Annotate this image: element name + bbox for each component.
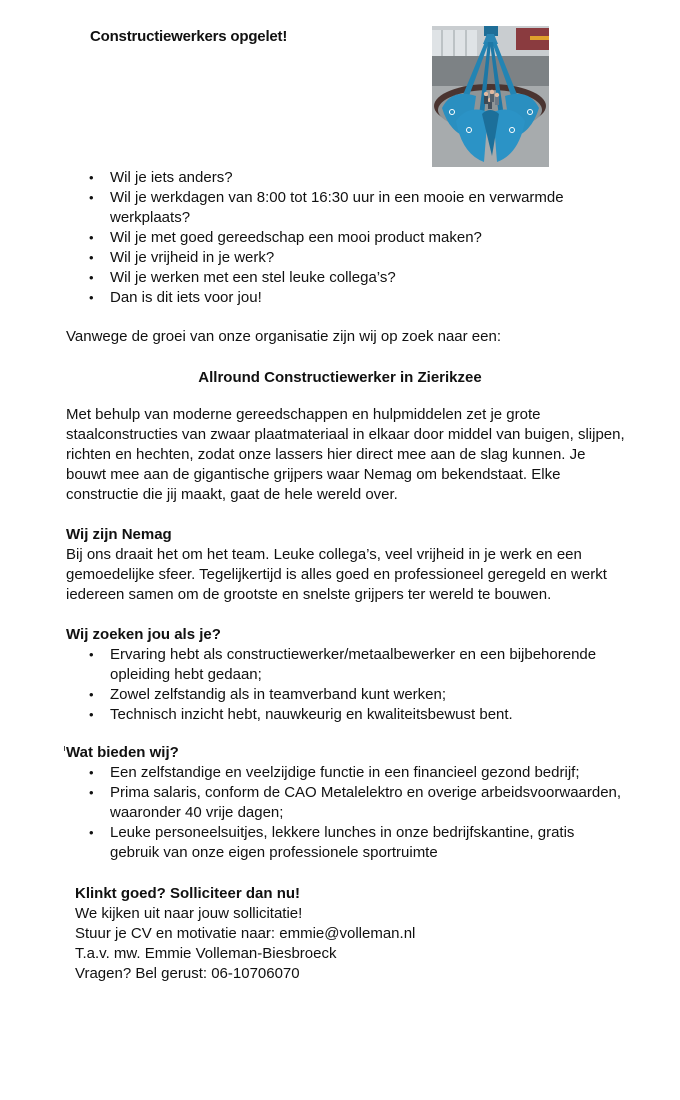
list-item-text: Wil je werkdagen van 8:00 tot 16:30 uur in een mooie en verwarmde werkplaats? — [110, 189, 564, 226]
job-title-heading: Allround Constructiewerker in Zierikzee — [198, 369, 482, 386]
email-address[interactable]: emmie@volleman.nl — [279, 925, 416, 942]
bullet-icon: • — [89, 765, 94, 780]
list-item — [66, 288, 606, 308]
list-item-text: Ervaring hebt als constructiewerker/metaalbewerker en een bijbehorende opleiding hebt gedaan; — [110, 646, 597, 683]
list-item — [66, 248, 606, 268]
bullet-icon: • — [89, 170, 94, 185]
list-item-text: Dan is dit iets voor jou! — [110, 289, 262, 306]
email-label: Stuur je CV en motivatie naar: — [75, 925, 280, 942]
bullet-icon: • — [89, 230, 94, 245]
list-item — [66, 268, 606, 288]
list-item-text: Prima salaris, conform de CAO Metalelektro en overige arbeidsvoorwaarden, waaronder 40 vrije dagen; — [110, 784, 622, 821]
list-item — [66, 188, 606, 228]
about-heading: Wij zijn Nemag — [66, 526, 172, 543]
list-item — [66, 705, 626, 725]
contact-heading: Klinkt goed? Solliciteer dan nu! — [75, 885, 301, 902]
phone-label: Vragen? Bel gerust: — [75, 965, 212, 982]
list-item — [66, 783, 626, 823]
tick-mark — [64, 746, 65, 751]
list-item-text: Leuke personeelsuitjes, lekkere lunches in onze bedrijfskantine, gratis gebruik van onze eigen professionele sportruimte — [110, 824, 575, 861]
bullet-icon: • — [89, 707, 94, 722]
list-item-text: Een zelfstandige en veelzijdige functie in een financieel gezond bedrijf; — [110, 764, 580, 781]
contact-block — [75, 884, 495, 984]
requirements-list — [66, 645, 626, 725]
list-item — [66, 685, 626, 705]
phone-number[interactable]: 06-10706070 — [211, 965, 300, 982]
list-item-text: Wil je vrijheid in je werk? — [110, 249, 275, 266]
about-paragraph: Bij ons draait het om het team. Leuke collega’s, veel vrijheid in je werk en een gemoedelijke sfeer. Tegelijkertijd is alles goed en professioneel geregeld en werkt iedereen samen om de grootste en snelste grijpers ter wereld te bouwen. — [66, 546, 607, 603]
job-description-paragraph: Met behulp van moderne gereedschappen en hulpmiddelen zet je grote staalconstructies van zwaar plaatmateriaal in elkaar door middel van buigen, slijpen, richten en hechten, zodat onze lassers hier direct mee aan de slag kunnen. Je bouwt mee aan de gigantische grijpers waar Nemag om bekendstaat. Elke constructie die jij maakt, gaat de hele wereld over. — [66, 406, 625, 503]
contact-email-line — [75, 924, 495, 944]
bullet-icon: • — [89, 687, 94, 702]
list-item — [66, 645, 626, 685]
requirements-heading: Wij zoeken jou als je? — [66, 626, 221, 643]
list-item-text: Technisch inzicht hebt, nauwkeurig en kwaliteitsbewust bent. — [110, 706, 513, 723]
offer-heading: Wat bieden wij? — [66, 744, 179, 761]
list-item-text: Wil je met goed gereedschap een mooi product maken? — [110, 229, 482, 246]
bullet-icon: • — [89, 647, 94, 662]
list-item — [66, 168, 606, 188]
photo-grab-crane-icon — [432, 26, 549, 167]
offer-list — [66, 763, 626, 863]
bullet-icon: • — [89, 270, 94, 285]
intro-paragraph: Vanwege de groei van onze organisatie zijn wij op zoek naar een: — [66, 328, 501, 345]
list-item-text: Zowel zelfstandig als in teamverband kunt werken; — [110, 686, 447, 703]
bullet-icon: • — [89, 290, 94, 305]
bullet-icon: • — [89, 785, 94, 800]
contact-line: We kijken uit naar jouw sollicitatie! — [75, 905, 303, 922]
contact-line: T.a.v. mw. Emmie Volleman-Biesbroeck — [75, 945, 337, 962]
bullet-icon: • — [89, 250, 94, 265]
list-item — [66, 228, 606, 248]
contact-phone-line — [75, 964, 495, 984]
offer-heading-wrap — [66, 743, 179, 763]
grab-crane-photo — [432, 26, 549, 167]
bullet-icon: • — [89, 825, 94, 840]
list-item — [66, 823, 626, 863]
list-item — [66, 763, 626, 783]
page-title: Constructiewerkers opgelet! — [90, 28, 288, 45]
bullet-icon: • — [89, 190, 94, 205]
list-item-text: Wil je werken met een stel leuke collega’s? — [110, 269, 396, 286]
list-item-text: Wil je iets anders? — [110, 169, 233, 186]
intro-bullet-list — [66, 168, 606, 308]
